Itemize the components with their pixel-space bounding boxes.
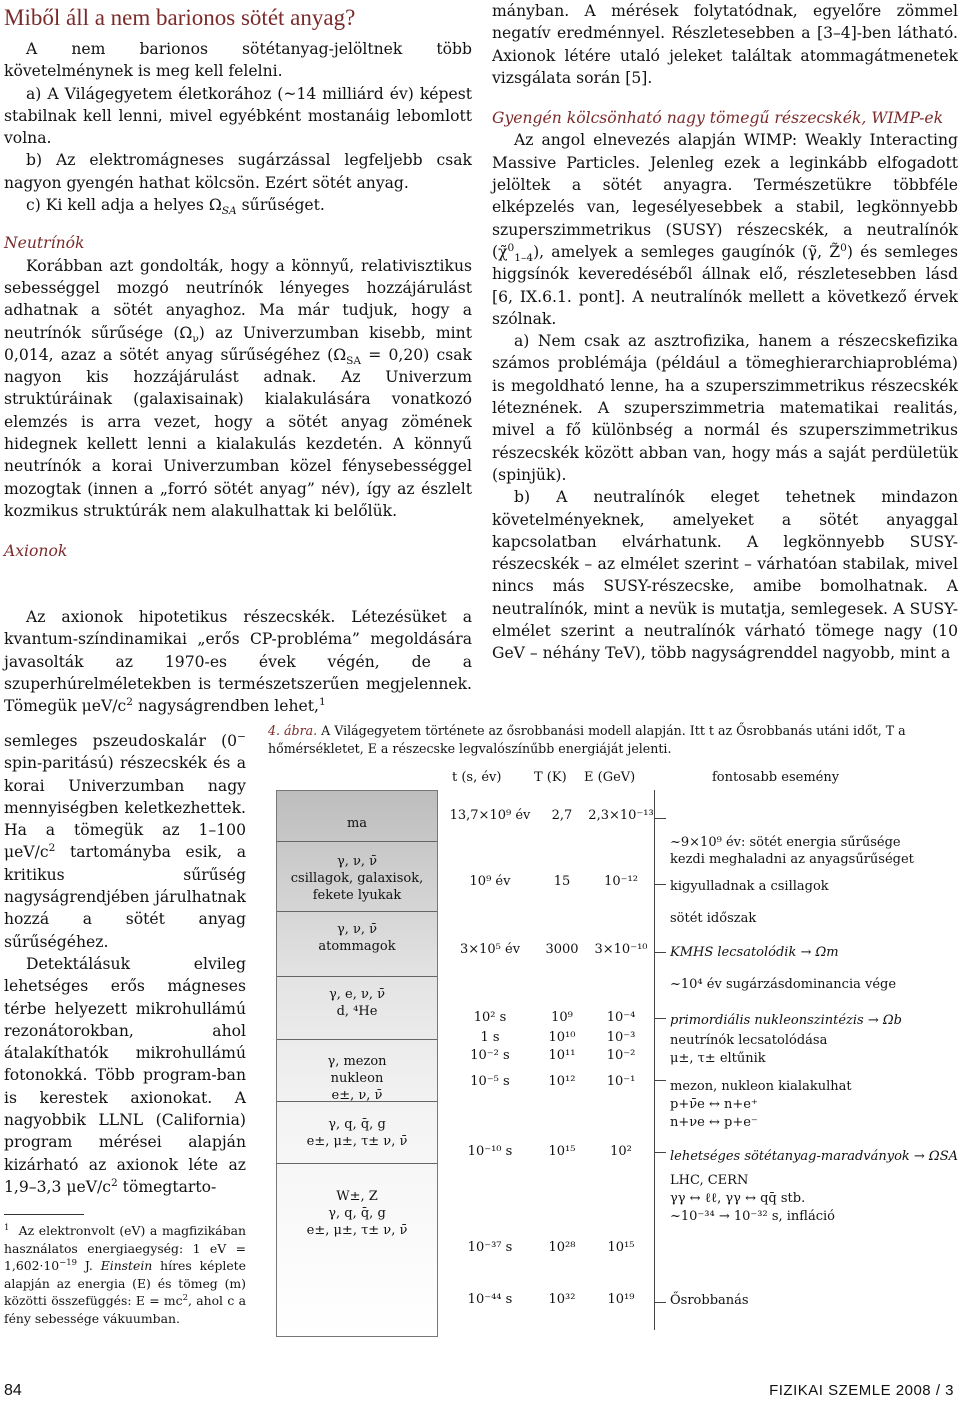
header-events: fontosabb esemény [712, 770, 840, 785]
paragraph: b) A neutralínók eleget tehetnek mindazon követelményeknek, amelyeket a sötét anyaggal kapcsolatban elvárhatunk. A legkönnyebb SUSY-részecskék – az elmélet szerint – várhatóan stabilak, mivel nincs más SUSY-részecske, amibe bomolhatnak. A neutralínók, mint a nevük is mutatja, semlegesek. A SUSY-elmélet szerint a neutralínók várható tömege nagy (10 GeV – néhány TeV), több nagyságrenddel nagyobb, mint a [492, 488, 958, 663]
event-label: neutrínók lecsatolódása [670, 1033, 828, 1048]
event-label: lehetséges sötétanyag-maradványok → ΩSA [670, 1149, 959, 1164]
table-cell-t: 10⁻⁵ s [470, 1074, 510, 1089]
epoch-bar [276, 790, 438, 1337]
table-cell-E: 10⁻⁴ [606, 1010, 636, 1025]
epoch-label: ma [346, 816, 368, 831]
epoch-divider [277, 1039, 437, 1040]
event-label: n+νe ↔ p+e⁻ [670, 1115, 758, 1130]
epoch-divider [277, 1101, 437, 1102]
paragraph: Korábban azt gondolták, hogy a könnyű, relativisztikus sebességgel mozgó neutrínók lényeges hozzájárulást adhatnak a sötét anyaghoz. Ma már tudjuk, hogy a neutrínók sűrűsége $(\Omega_\nu)$ az Univerzumban kisebb, mint 0,014, azaz a sötét anyag sűrűségéhez $(\Omega_{SA} = 0,20)$ csak nagyon kis hozzájárulást adnak. Az Univerzum struktúráinak (galaxisainak) kialakulására vonatkozó elemzés is arra vezet, hogy a sötét anyag zömének hidegnek kellett lenni a kialakulás kezdetén. A könnyű neutrínók a korai Univerzumban közel fénysebességgel mozogtak (innen a „forró sötét anyag” név), így az észlelt kozmikus struktúrák nem alakulhattak ki belőlük. [4, 256, 472, 520]
timeline-axis [654, 790, 655, 1330]
event-label: kezdi meghaladni az anyagsűrűséget [670, 852, 914, 867]
epoch-divider [277, 976, 437, 977]
table-cell-t: 10⁻² s [470, 1048, 510, 1063]
timeline-tick [654, 1302, 666, 1303]
table-cell-E: 10¹⁹ [607, 1292, 635, 1307]
table-cell-T: 10¹⁵ [548, 1144, 576, 1159]
epoch-label: γ, e, ν, ν̄ d, ⁴He [328, 987, 386, 1019]
timeline-tick [654, 1152, 666, 1153]
table-cell-E: 10⁻¹² [604, 874, 638, 889]
footnote-rule [4, 1214, 84, 1215]
timeline-tick [654, 1080, 666, 1081]
table-cell-T: 10¹¹ [548, 1048, 576, 1063]
table-cell-T: 10¹² [548, 1074, 576, 1089]
event-label: γγ ↔ ℓℓ, γγ ↔ qq̄ stb. [670, 1191, 806, 1206]
epoch-divider [277, 841, 437, 842]
figure-caption: 4. ábra. A Világegyetem története az ősrobbanási modell alapján. Itt t az Ősrobbanás utáni időt, T a hőmérsékletet, E a részecske legvalószínűbb energiáját jelenti. [268, 723, 906, 756]
header-temperature: T (K) [534, 770, 567, 785]
table-cell-T: 10³² [548, 1292, 576, 1307]
timeline-tick [654, 818, 666, 819]
event-label: mezon, nukleon kialakulhat [670, 1079, 852, 1094]
table-cell-T: 10²⁸ [548, 1240, 576, 1255]
journal-name: FIZIKAI SZEMLE 2008 / 3 [769, 1382, 954, 1399]
table-cell-t: 10² s [473, 1010, 507, 1025]
epoch-label: γ, ν, ν̄ atommagok [318, 922, 396, 954]
table-cell-E: 10¹⁵ [607, 1240, 635, 1255]
section-heading-axions: Axionok [4, 542, 68, 561]
table-cell-E: 10⁻¹ [606, 1074, 636, 1089]
table-cell-E: 10⁻³ [606, 1030, 636, 1045]
epoch-label: γ, mezon nukleon e±, ν, ν̄ [327, 1054, 387, 1103]
footnote: $^1$ Az elektronvolt (eV) a magfizikában használatos energiaegység: 1 eV = $1,602\cdot 10^{-19}$ J. Einstein híres képlete alapján az energia (E) és tömeg (m) közötti összefüggés: $E = mc^2$, ahol c a fény sebessége vákuumban. [4, 1221, 246, 1326]
table-cell-E: 2,3×10⁻¹³ [588, 808, 654, 823]
header-energy: E (GeV) [584, 770, 636, 785]
table-cell-T: 10⁹ [551, 1010, 573, 1025]
epoch-label: γ, ν, ν̄ csillagok, galaxisok, fekete lyukak [290, 854, 424, 903]
table-cell-t: 10⁻¹⁰ s [467, 1144, 513, 1159]
paragraph: b) Az elektromágneses sugárzással legfeljebb csak nagyon gyengén hathat kölcsön. Ezért sötét anyag. [4, 151, 472, 192]
left-column-narrow [4, 730, 246, 1198]
epoch-divider [277, 911, 437, 912]
article-title: Miből áll a nem barionos sötét anyag? [4, 5, 356, 30]
table-cell-T: 15 [553, 874, 571, 889]
epoch-divider [277, 1163, 437, 1164]
table-cell-E: 10² [610, 1144, 632, 1159]
timeline-tick [654, 1018, 666, 1019]
paragraph: mányban. A mérések folytatódnak, egyelőre zömmel negatív eredménnyel. Részletesebben a [3–4]-ben látható. Axionok létére utaló jeleket találtak atommagátmenetek vizsgálata során [5]. [492, 2, 958, 87]
timeline-tick [654, 952, 666, 953]
paragraph: semleges pszeudoskalár (0− spin-paritású) részecskék és a korai Univerzumban nagy mennyiségben keletkezhettek. Ha a tömegük az 1–100 μeV/$c^2$ tartományba esik, a kritikus sűrűség nagyságrendjében járulhatnak hozzá a sötét anyag sűrűségéhez. [4, 730, 246, 951]
paragraph: A nem barionos sötétanyag-jelöltnek több követelménynek is meg kell felelni. [4, 40, 472, 81]
right-column [492, 0, 958, 665]
table-cell-t: 1 s [480, 1030, 500, 1045]
event-label: ~9×10⁹ év: sötét energia sűrűsége [670, 835, 901, 850]
paragraph: Az axionok hipotetikus részecskék. Létezésüket a kvantum-színdinamikai „erős CP-probléma” megoldására javasolták az 1970-es évek végén, de a szuperhúrelméletekben is természetszerűen megjelennek. Tömegük μeV/$c^2$ nagyságrendben lehet,$^1$ [4, 608, 472, 716]
paragraph: Az angol elnevezés alapján WIMP: Weakly Interacting Massive Particles. Jelenleg ezek a leginkább elfogadott jelöltek a sötét anyagra. Természetükre többféle elképzelés van, legesélyesebbek a stabil, legkönnyebb szuperszimmetrikus (SUSY) részecskék, a neutralínók (χ̃$^0_{1-4}$), amelyek a semleges gaugínók (γ̃, Z̃$^0$) és semleges higgsínók keveredéséből állnak elő, részletesebben lásd [6, IX.6.1. pont]. A neutralínók mellett a következő érvek szólnak. [492, 131, 958, 328]
table-cell-E: 3×10⁻¹⁰ [594, 942, 648, 957]
event-label: ~10⁴ év sugárzásdominancia vége [670, 977, 897, 992]
table-cell-t: 3×10⁵ év [459, 942, 521, 957]
paragraph: c) Ki kell adja a helyes $\Omega_{SA}$ sűrűséget. [26, 196, 325, 218]
table-cell-T: 10¹⁰ [548, 1030, 576, 1045]
section-heading-neutrinos: Neutrínók [4, 234, 85, 253]
paragraph: a) A Világegyetem életkorához (~14 milliárd év) képest stabilnak kell lenni, mivel egyébként mostanáig lebomlott volna. [4, 84, 472, 148]
section-heading-wimp: Gyengén kölcsönható nagy tömegű részecskék, WIMP-ek [492, 109, 944, 128]
event-label: LHC, CERN [670, 1173, 749, 1188]
table-cell-T: 2,7 [551, 808, 573, 823]
event-label: sötét időszak [670, 911, 757, 926]
epoch-label: γ, q, q̄, g e±, μ±, τ± ν, ν̄ [306, 1117, 408, 1149]
page-number: 84 [4, 1382, 22, 1399]
timeline-tick [654, 884, 666, 885]
table-cell-t: 13,7×10⁹ év [449, 808, 531, 823]
paragraph: Detektálásuk elvileg lehetséges erős mágneses térbe helyezett mikrohullámú rezonátorokban, ahol átalakíthatók mikrohullámú fotonokká. Több program-ban is kerestek axionokat. A nagyobbik LLNL (California) program mérései alapján kizárható az axionok léte az 1,9–3,3 μeV/$c^2$ tömegtarto- [4, 954, 246, 1196]
header-time: t (s, év) [452, 770, 502, 785]
event-label: primordiális nukleonszintézis → Ωb [670, 1013, 902, 1028]
table-cell-E: 10⁻² [606, 1048, 636, 1063]
event-label: μ±, τ± eltűnik [670, 1051, 766, 1066]
table-cell-T: 3000 [545, 942, 579, 957]
table-cell-t: 10⁻³⁷ s [467, 1240, 513, 1255]
paragraph: a) Nem csak az asztrofizika, hanem a részecskefizika számos problémája (például a tömeghierarchiaprobléma) is megoldható lenne, ha a szuperszimmetrikus részecskék léteznének. A szuperszimmetria matematikai realitás, mivel a fő különbség a normál és szuperszimmetrikus részecskék között abban van, hogy más a saját perdületük (spinjük). [492, 332, 958, 484]
left-column [4, 4, 472, 563]
event-label: ~10⁻³⁴ → 10⁻³² s, infláció [670, 1209, 835, 1224]
universe-history-figure [266, 762, 960, 1342]
left-column-axion [4, 606, 472, 717]
event-label: p+ν̄e ↔ n+e⁺ [670, 1097, 758, 1112]
event-label: kigyulladnak a csillagok [670, 879, 829, 894]
epoch-label: W±, Z γ, q, q̄, g e±, μ±, τ± ν, ν̄ [306, 1189, 408, 1238]
table-cell-t: 10⁹ év [469, 874, 511, 889]
table-cell-t: 10⁻⁴⁴ s [467, 1292, 513, 1307]
event-label: Ősrobbanás [670, 1293, 749, 1308]
event-label: KMHS lecsatolódik → Ωm [670, 945, 839, 960]
